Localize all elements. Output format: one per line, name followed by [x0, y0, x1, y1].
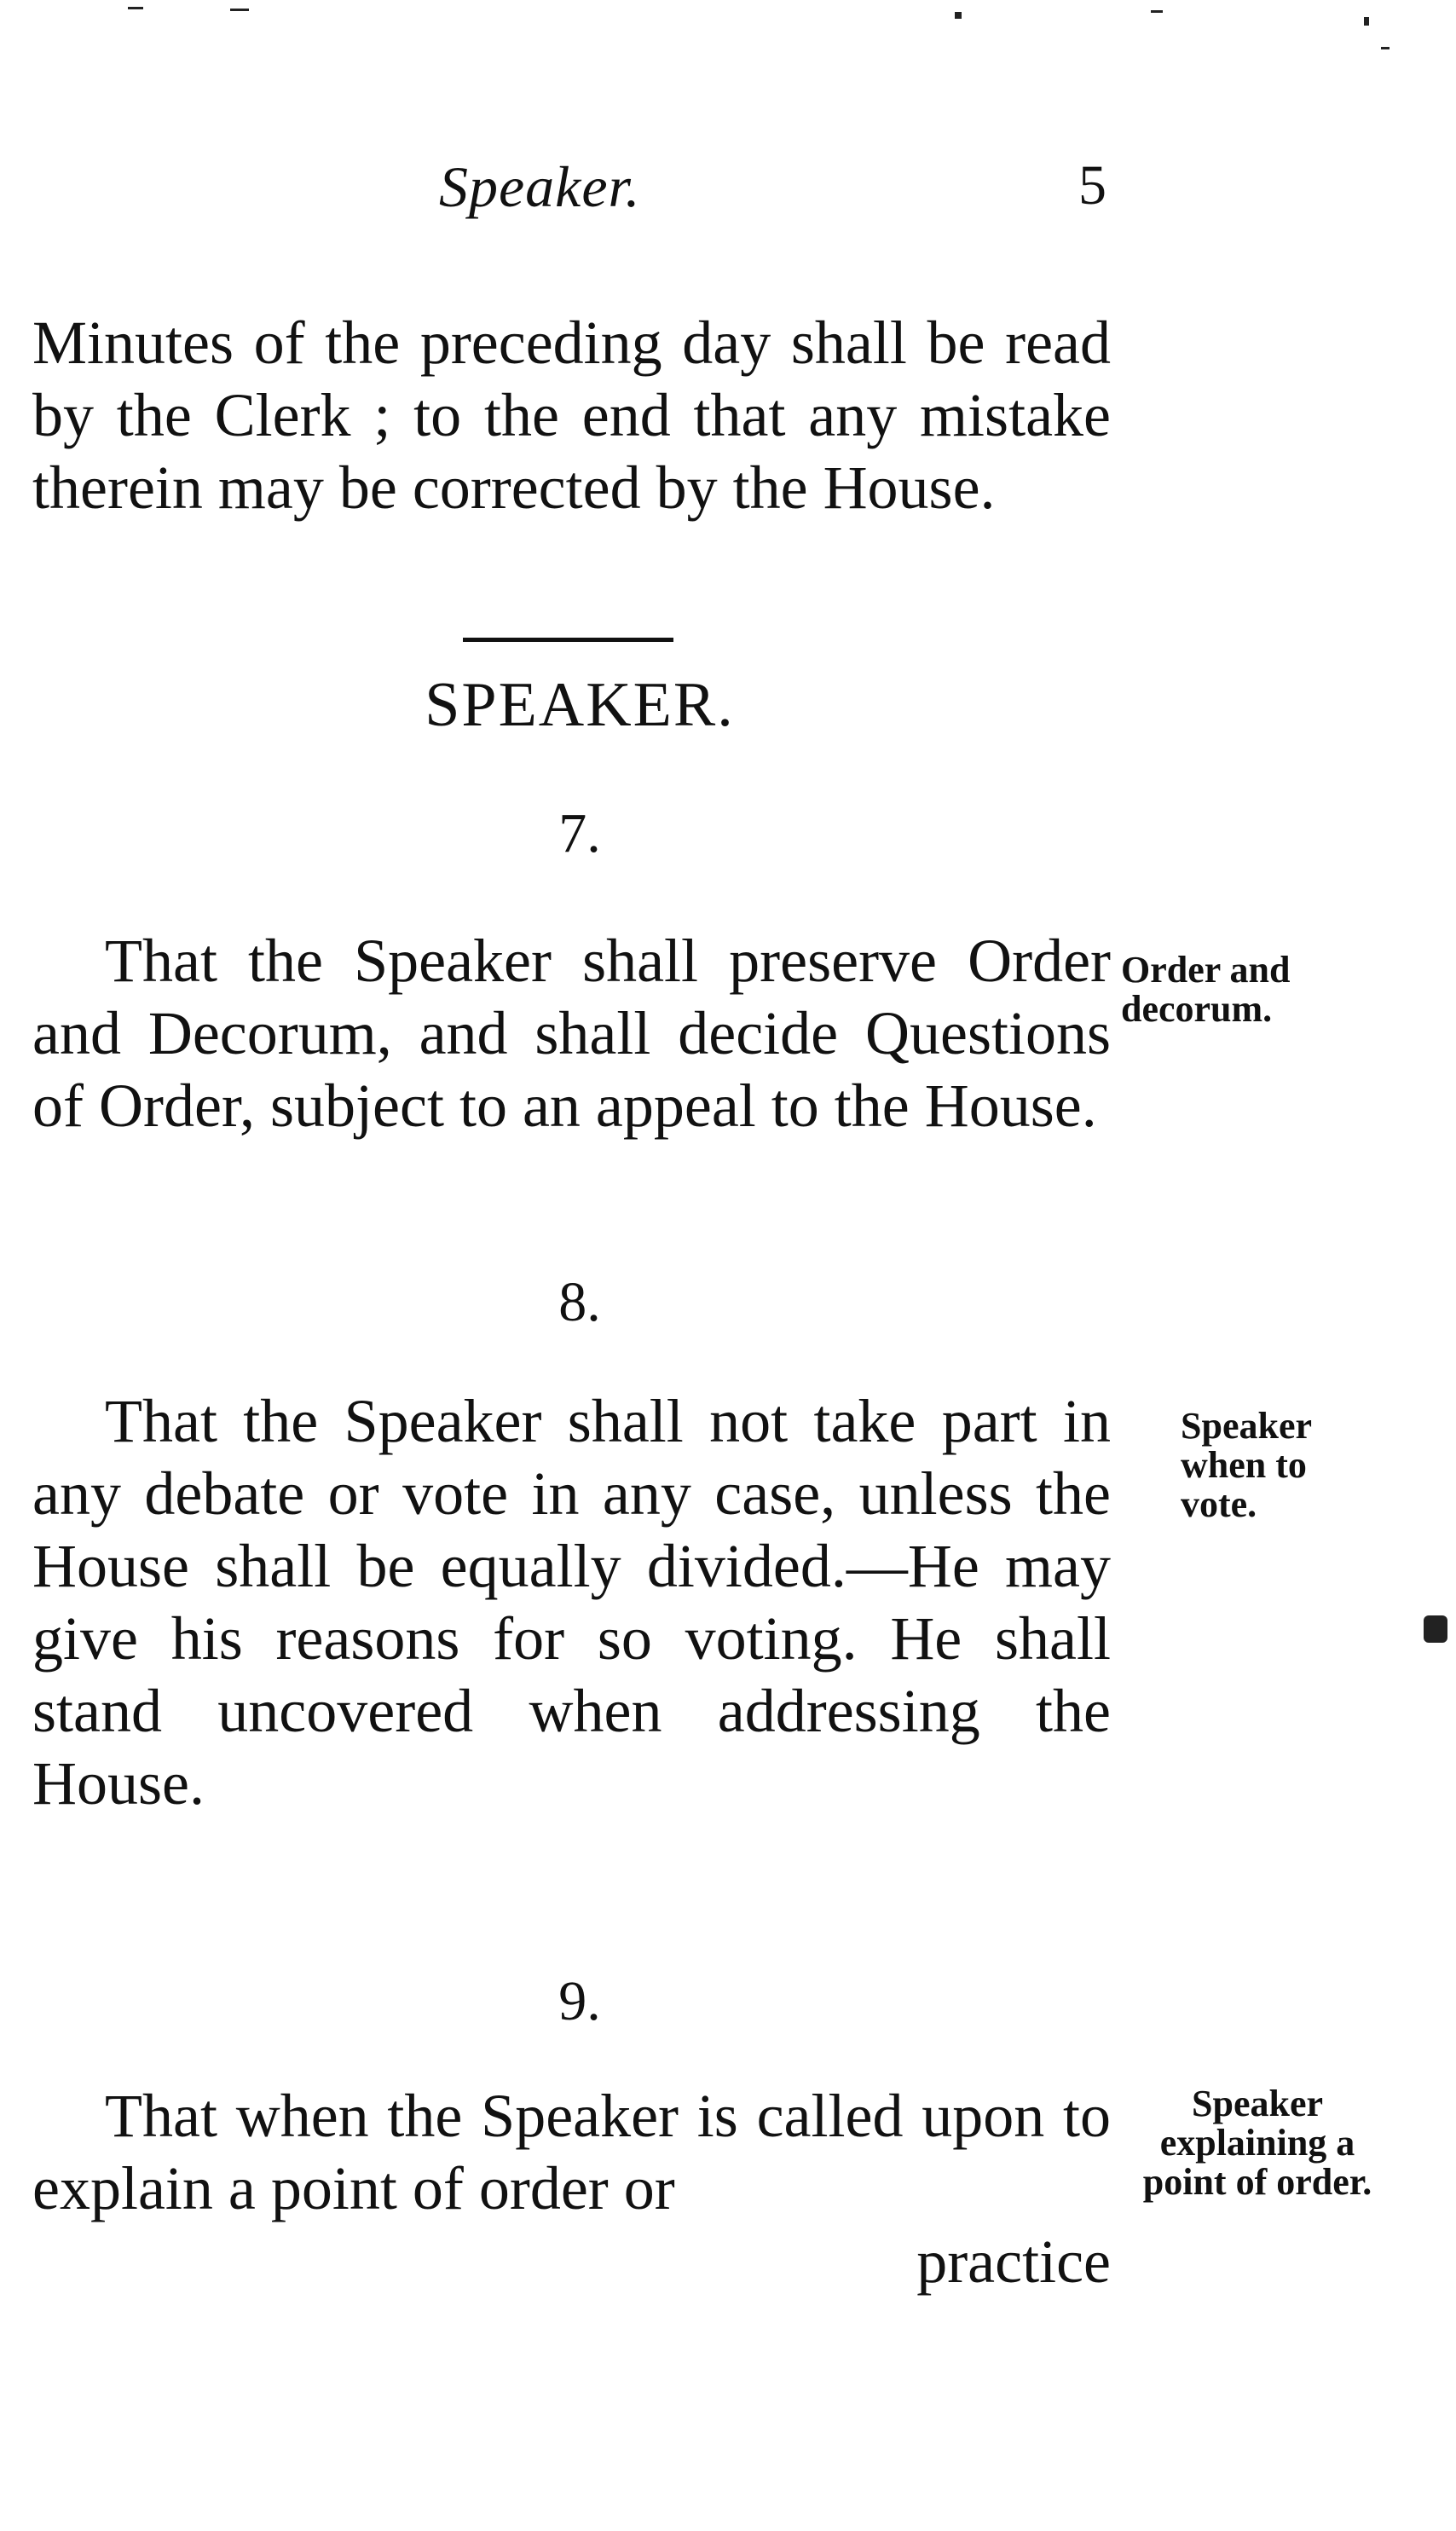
- rule-9-text: [32, 2080, 1111, 2225]
- rule-7-text: [32, 925, 1111, 1142]
- scan-blot: [1424, 1615, 1447, 1643]
- running-head: Speaker.: [439, 154, 641, 219]
- continued-paragraph: Minutes of the preceding day shall be read by the Clerk ; to the end that any mistake therein may be corrected by the House.: [32, 309, 1111, 522]
- rule-number-9: 9.: [558, 1970, 601, 2032]
- rule-number-7: 7.: [558, 802, 601, 864]
- scan-speck: [230, 9, 249, 11]
- rule-8-body: That the Speaker shall not take part in any debate or vote in any case, unless the House shall be equally divided.—He may give his reasons for so voting. He shall stand uncovered when addressing the House.: [32, 1387, 1111, 1817]
- margin-note-speaker-explaining: Speaker explaining a point of order.: [1142, 2083, 1372, 2203]
- rule-number-8: 8.: [558, 1271, 601, 1333]
- rule-7-body: That the Speaker shall preserve Order and Decorum, and shall decide Questions of Order, subject to an appeal to the House.: [32, 927, 1111, 1140]
- margin-note-order-and-decorum: Order and decorum.: [1121, 949, 1291, 1030]
- section-heading: SPEAKER.: [425, 670, 735, 740]
- page-number: 5: [1078, 154, 1106, 217]
- rule-8-text: [32, 1385, 1111, 1820]
- scan-speck: [1381, 47, 1390, 49]
- scan-speck: [128, 7, 143, 9]
- scan-speck: [1364, 17, 1369, 26]
- margin-note-speaker-when-to-vote: Speaker when to vote.: [1181, 1405, 1312, 1525]
- scan-speck: [1151, 10, 1163, 13]
- rule-9-last-line: practice: [916, 2228, 1111, 2296]
- scan-speck: [955, 12, 962, 19]
- rule-9-body: That when the Speaker is called upon to explain a point of order or: [32, 2082, 1111, 2222]
- section-divider: [463, 638, 673, 642]
